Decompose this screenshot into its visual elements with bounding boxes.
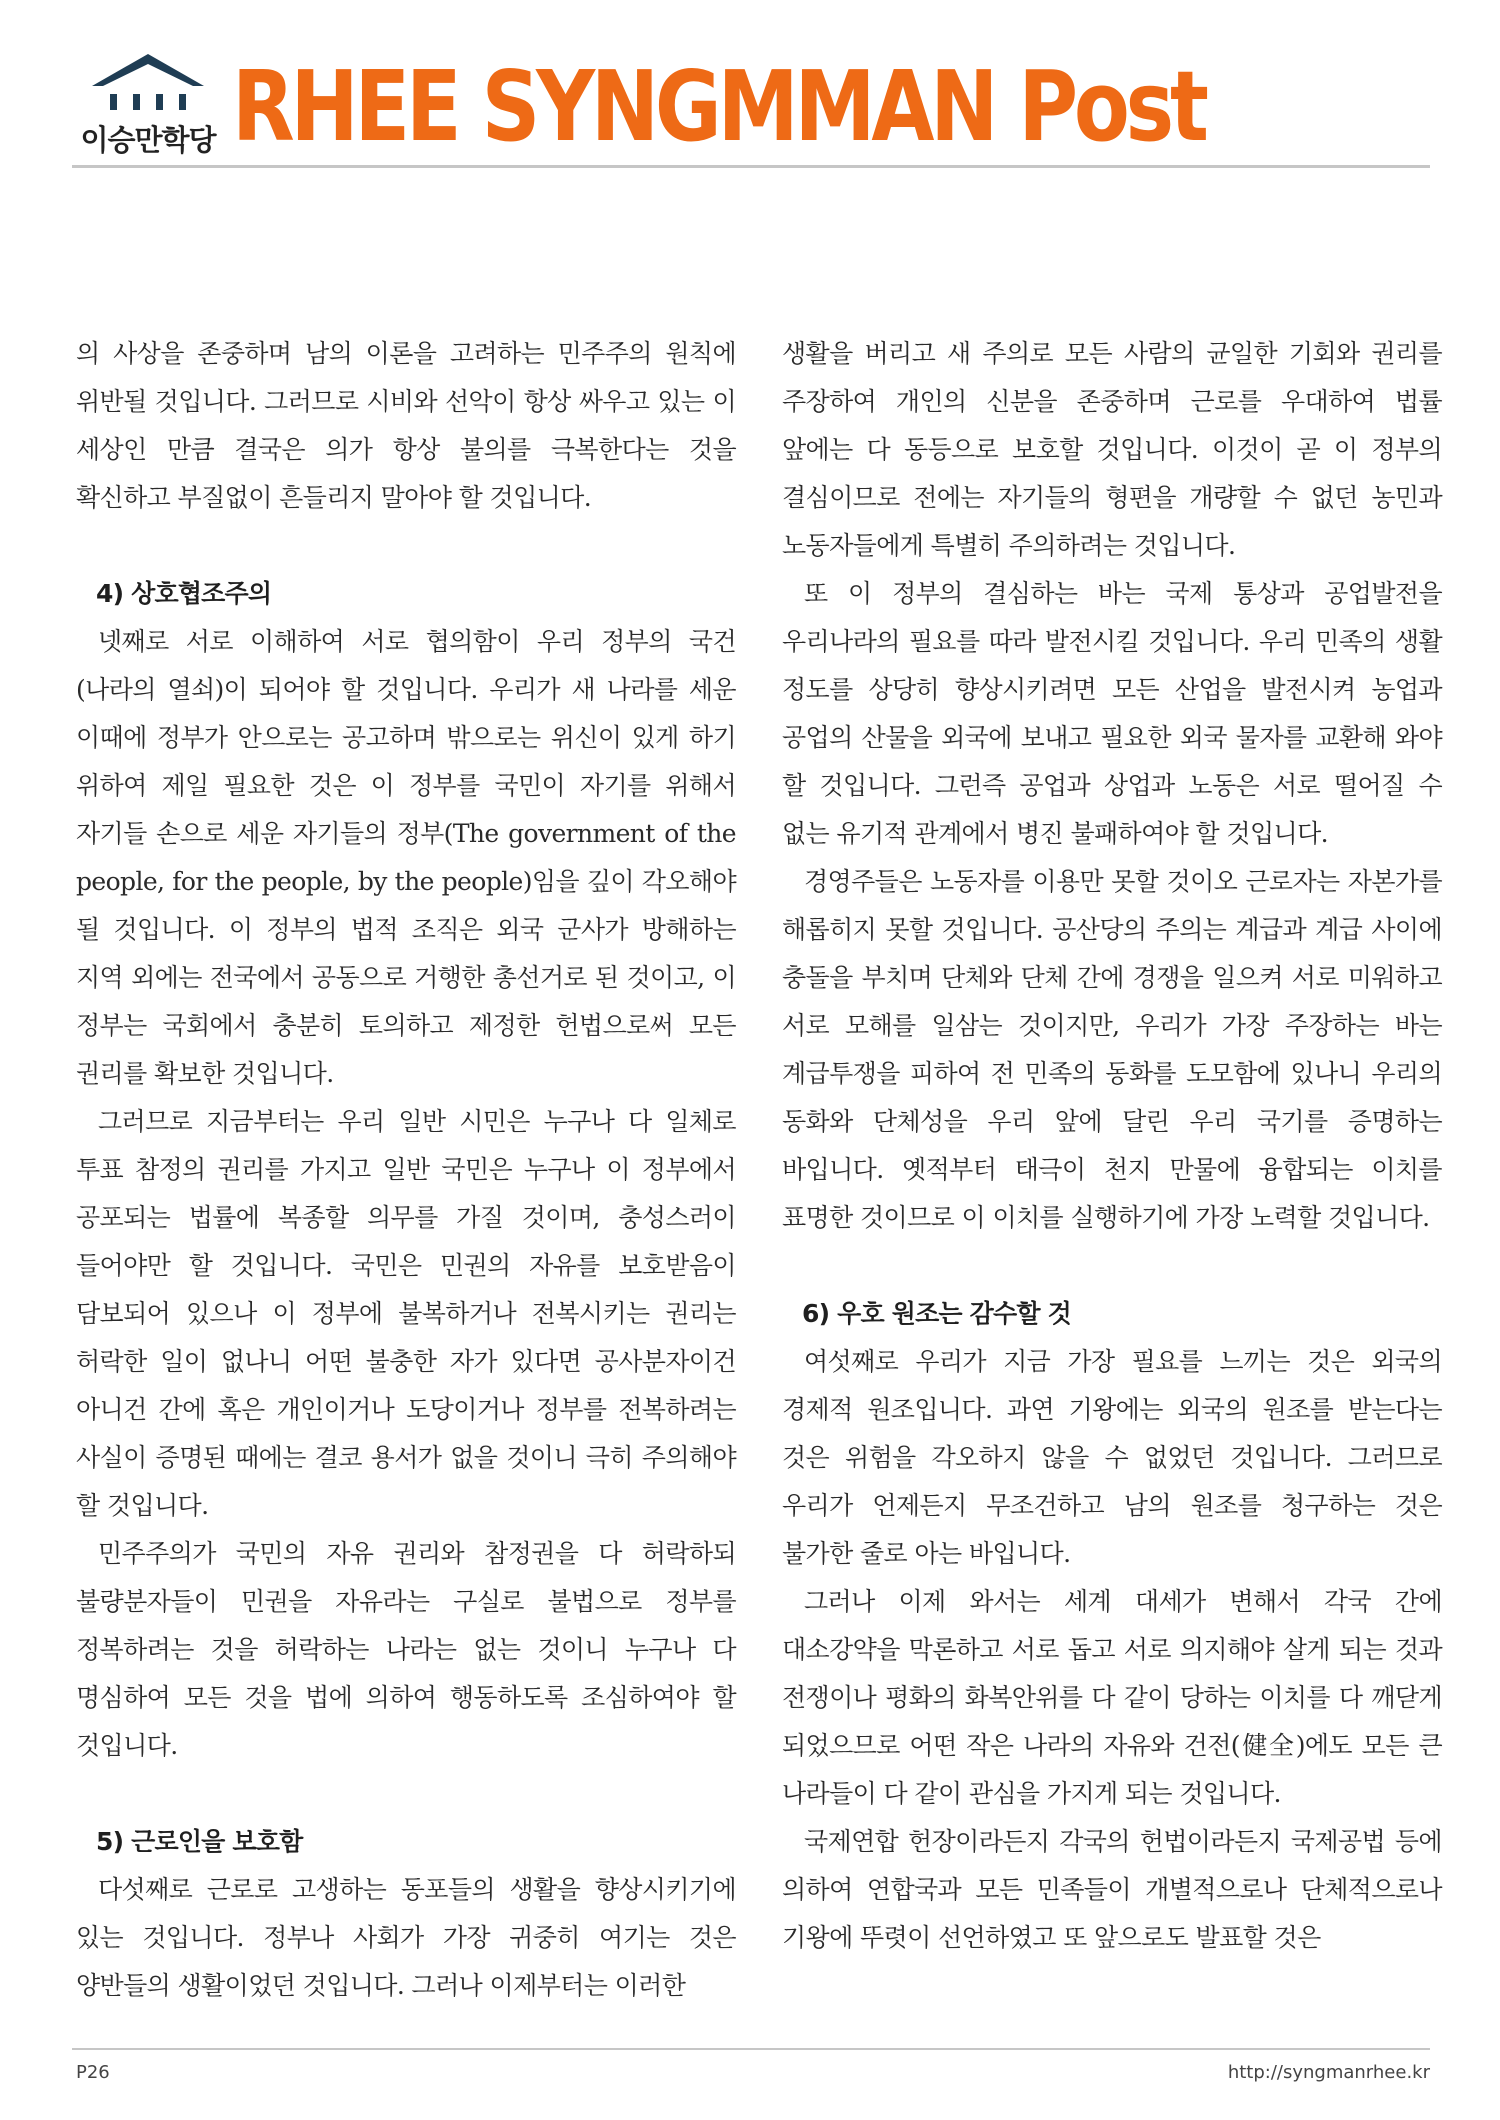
footer-url-link[interactable]: http://syngmanrhee.kr — [1227, 2062, 1430, 2083]
header-divider — [72, 165, 1430, 168]
section-heading-4: 4) 상호협조주의 — [96, 579, 272, 608]
paragraph: 민주주의가 국민의 자유 권리와 참정권을 다 허락하되 불량분자들이 민권을 자유라는 구실로 불법으로 정부를 정복하려는 것을 허락하는 나라는 없는 것이니 누구나 다 명심하여 모든 것을 법에 의하여 행동하도록 조심하여야 할 것입니다. — [76, 1539, 736, 1760]
paragraph: 또 이 정부의 결심하는 바는 국제 통상과 공업발전을 우리나라의 필요를 따라 발전시킬 것입니다. 우리 민족의 생활 정도를 상당히 향상시키려면 모든 산업을 발전시켜 농업과 공업의 산물을 외국에 보내고 필요한 외국 물자를 교환해 와야 할 것입니다. 그런즉 공업과 상업과 노동은 서로 떨어질 수 없는 유기적 관계에서 병진 불패하여야 할 것입니다. — [782, 579, 1442, 848]
right-column — [782, 330, 1442, 1962]
house-icon — [90, 52, 206, 114]
paragraph: 국제연합 헌장이라든지 각국의 헌법이라든지 국제공법 등에 의하여 연합국과 모든 민족들이 개별적으로나 단체적으로나 기왕에 뚜렷이 선언하였고 또 앞으로도 발표할 것은 — [782, 1827, 1442, 1952]
paragraph: 생활을 버리고 새 주의로 모든 사람의 균일한 기회와 권리를 주장하여 개인의 신분을 존중하며 근로를 우대하여 법률 앞에는 다 동등으로 보호할 것입니다. 이것이 곧 이 정부의 결심이므로 전에는 자기들의 형편을 개량할 수 없던 농민과 노동자들에게 특별히 주의하려는 것입니다. — [782, 339, 1442, 560]
page-number: P26 — [76, 2062, 110, 2083]
paragraph: 넷째로 서로 이해하여 서로 협의함이 우리 정부의 국건(나라의 열쇠)이 되어야 할 것입니다. 우리가 새 나라를 세운 이때에 정부가 안으로는 공고하며 밖으로는 위신이 있게 하기 위하여 제일 필요한 것은 이 정부를 국민이 자기를 위해서 자기들 손으로 세운 자기들의 정부(The government of the people, for the people, by the people)임을 깊이 각오해야 될 것입니다. 이 정부의 법적 조직은 외국 군사가 방해하는 지역 외에는 전국에서 공동으로 거행한 총선거로 된 것이고, 이 정부는 국회에서 충분히 토의하고 제정한 헌법으로써 모든 권리를 확보한 것입니다. — [76, 627, 736, 1088]
page-header — [0, 0, 1500, 175]
masthead-title: RHEE SYNGMMAN Post — [232, 50, 1205, 163]
section-heading-5: 5) 근로인을 보호함 — [96, 1827, 303, 1856]
paragraph: 다섯째로 근로로 고생하는 동포들의 생활을 향상시키기에 있는 것입니다. 정부나 사회가 가장 귀중히 여기는 것은 양반들의 생활이었던 것입니다. 그러나 이제부터는 이러한 — [76, 1875, 736, 2000]
paragraph: 경영주들은 노동자를 이용만 못할 것이오 근로자는 자본가를 해롭히지 못할 것입니다. 공산당의 주의는 계급과 계급 사이에 충돌을 부치며 단체와 단체 간에 경쟁을 일으켜 서로 미워하고 서로 모해를 일삼는 것이지만, 우리가 가장 주장하는 바는 계급투쟁을 피하여 전 민족의 동화를 도모함에 있나니 우리의 동화와 단체성을 우리 앞에 달린 우리 국기를 증명하는 바입니다. 옛적부터 태극이 천지 만물에 융합되는 이치를 표명한 것이므로 이 이치를 실행하기에 가장 노력할 것입니다. — [782, 867, 1442, 1232]
logo[interactable] — [72, 52, 224, 160]
paragraph: 그러므로 지금부터는 우리 일반 시민은 누구나 다 일체로 투표 참정의 권리를 가지고 일반 국민은 누구나 이 정부에서 공포되는 법률에 복종할 의무를 가질 것이며, 충성스러이 들어야만 할 것입니다. 국민은 민권의 자유를 보호받음이 담보되어 있으나 이 정부에 불복하거나 전복시키는 권리는 허락한 일이 없나니 어떤 불충한 자가 있다면 공사분자이건 아니건 간에 혹은 개인이거나 도당이거나 정부를 전복하려는 사실이 증명된 때에는 결코 용서가 없을 것이니 극히 주의해야 할 것입니다. — [76, 1107, 736, 1520]
paragraph: 그러나 이제 와서는 세계 대세가 변해서 각국 간에 대소강약을 막론하고 서로 돕고 서로 의지해야 살게 되는 것과 전쟁이나 평화의 화복안위를 다 같이 당하는 이치를 다 깨닫게 되었으므로 어떤 작은 나라의 자유와 건전(健全)에도 모든 큰 나라들이 다 같이 관심을 가지게 되는 것입니다. — [782, 1587, 1442, 1808]
section-heading-6: 6) 우호 원조는 감수할 것 — [802, 1299, 1071, 1328]
logo-text: 이승만학당 — [80, 123, 216, 157]
left-column — [76, 330, 736, 2010]
paragraph: 여섯째로 우리가 지금 가장 필요를 느끼는 것은 외국의 경제적 원조입니다. 과연 기왕에는 외국의 원조를 받는다는 것은 위험을 각오하지 않을 수 없었던 것입니다. 그러므로 우리가 언제든지 무조건하고 남의 원조를 청구하는 것은 불가한 줄로 아는 바입니다. — [782, 1347, 1442, 1568]
footer-divider — [72, 2048, 1430, 2050]
paragraph: 의 사상을 존중하며 남의 이론을 고려하는 민주주의 원칙에 위반될 것입니다. 그러므로 시비와 선악이 항상 싸우고 있는 이 세상인 만큼 결국은 의가 항상 불의를 극복한다는 것을 확신하고 부질없이 흔들리지 말아야 할 것입니다. — [76, 339, 736, 512]
